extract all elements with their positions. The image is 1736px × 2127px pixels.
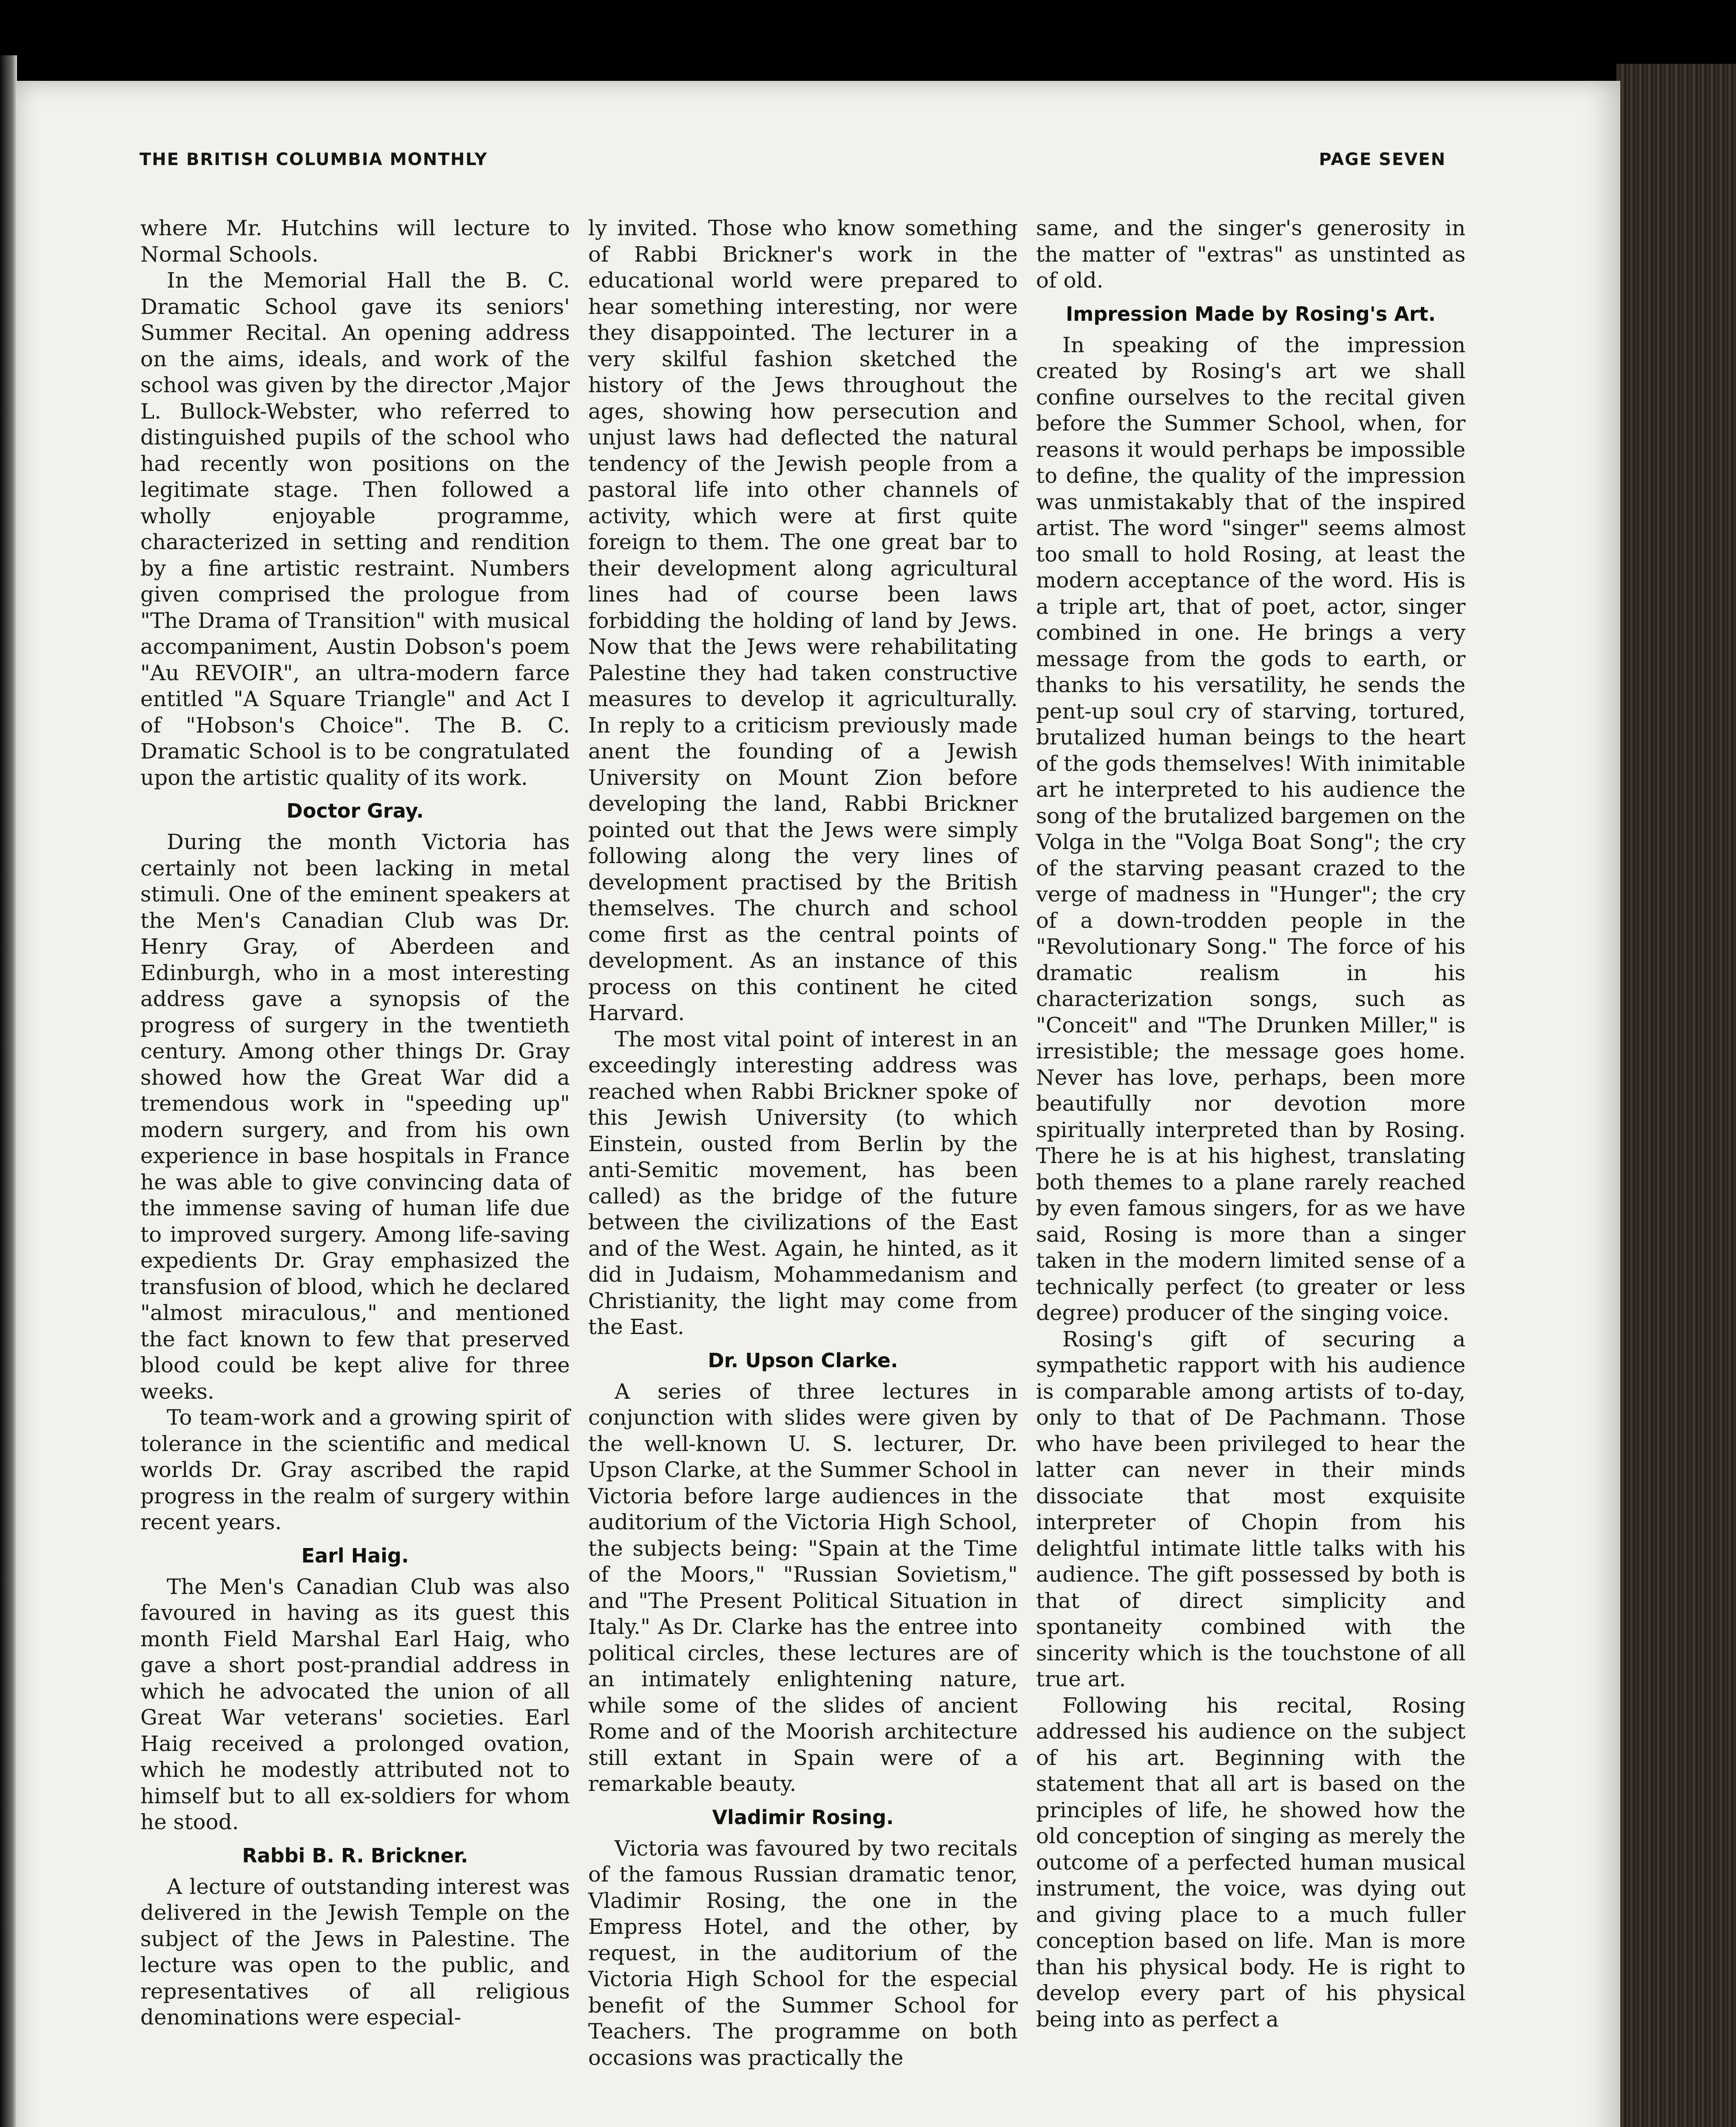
page-number: PAGE SEVEN [1319, 150, 1446, 169]
paragraph: where Mr. Hutchins will lecture to Normal Schools. [140, 216, 570, 267]
magazine-page [16, 81, 1620, 2127]
text-column-2 [588, 215, 1018, 2071]
text-column-1 [140, 215, 570, 2031]
paragraph: A series of three lectures in conjunction with slides were given by the well-known U. S. lecturer, Dr. Upson Clarke, at the Summer School in Victoria before large audiences in the auditorium of the Victoria High School, the subjects being: "Spain at the Time of the Moors," "Russian Sovietism," and "The Present Political Situation in Italy." As Dr. Clarke has the entree into political circles, these lectures are of an intimately enlightening nature, while some of the slides of ancient Rome and of the Moorish architecture still extant in Spain were of a remarkable beauty. [588, 1379, 1018, 1796]
section-heading-vladimir-rosing: Vladimir Rosing. [712, 1805, 894, 1829]
paragraph: A lecture of outstanding interest was delivered in the Jewish Temple on the subject of the Jews in Palestine. The lecture was open to the public, and representatives of all religious denominations were especial- [140, 1874, 570, 2030]
paragraph: The Men's Canadian Club was also favoured in having as its guest this month Field Marshal Earl Haig, who gave a short post-prandial address in which he advocated the union of all Great War veterans' societies. Earl Haig received a prolonged ovation, which he modestly attributed not to himself but to all ex-soldiers for whom he stood. [140, 1574, 570, 1834]
section-heading-rabbi-brickner: Rabbi B. R. Brickner. [242, 1844, 468, 1867]
book-page-edges [1616, 64, 1736, 2127]
running-header [139, 150, 1446, 180]
paragraph: In speaking of the impression created by Rosing's art we shall confine ourselves to the recital given before the Summer School, when, for reasons it would perhaps be impossible to define, the quality of the impression was unmistakably that of the inspired artist. The word "singer" seems almost too small to hold Rosing, at least the modern acceptance of the word. His is a triple art, that of poet, actor, singer combined in one. He brings a very message from the gods to earth, or thanks to his versatility, he sends the pent-up soul cry of starving, tortured, brutalized human beings to the heart of the gods themselves! With inimitable art he interpreted to his audience the song of the brutalized bargemen on the Volga in the "Volga Boat Song"; the cry of the starving peasant crazed to the verge of madness in "Hunger"; the cry of a down-trodden people in the "Revolutionary Song." The force of his dramatic realism in his characterization songs, such as "Conceit" and "The Drunken Miller," is irresistible; the message goes home. Never has love, perhaps, been more beautifully nor devotion more spiritually interpreted than by Rosing. There he is at his highest, translating both themes to a plane rarely reached by even famous singers, for as we have said, Rosing is more than a singer taken in the modern limited sense of a technically perfect (to greater or less degree) producer of the singing voice. [1036, 332, 1466, 1325]
book-left-edge [0, 55, 17, 2127]
section-heading-impression: Impression Made by Rosing's Art. [1066, 302, 1436, 325]
paragraph: Rosing's gift of securing a sympathetic rapport with his audience is comparable among artists of to-day, only to that of De Pachmann. Those who have been privileged to hear the latter can never in their minds dissociate that most exquisite interpreter of Chopin from his delightful intimate little talks with his audience. The gift possessed by both is that of direct simplicity and spontaneity combined with the sincerity which is the touchstone of all true art. [1036, 1326, 1466, 1691]
section-heading-earl-haig: Earl Haig. [301, 1544, 409, 1567]
journal-title: THE BRITISH COLUMBIA MONTHLY [139, 150, 488, 169]
paragraph: During the month Victoria has certainly not been lacking in metal stimuli. One of the eminent speakers at the Men's Canadian Club was Dr. Henry Gray, of Aberdeen and Edinburgh, who in a most interesting address gave a synopsis of the progress of surgery in the twentieth century. Among other things Dr. Gray showed how the Great War did a tremendous work in "speeding up" modern surgery, and from his own experience in base hospitals in France he was able to give convincing data of the immense saving of human life due to improved surgery. Among life-saving expedients Dr. Gray emphasized the transfusion of blood, which he declared "almost miraculous," and mentioned the fact known to few that preserved blood could be kept alive for three weeks. [140, 830, 570, 1404]
section-heading-upson-clarke: Dr. Upson Clarke. [708, 1349, 898, 1372]
paragraph: To team-work and a growing spirit of tolerance in the scientific and medical worlds Dr. Gray ascribed the rapid progress in the realm of surgery within recent years. [140, 1405, 570, 1534]
paragraph: same, and the singer's generosity in the matter of "extras" as unstinted as of old. [1036, 216, 1466, 293]
paragraph: In the Memorial Hall the B. C. Dramatic School gave its seniors' Summer Recital. An opening address on the aims, ideals, and work of the school was given by the director ,Major L. Bullock-Webster, who referred to distinguished pupils of the school who had recently won positions on the legitimate stage. Then followed a wholly enjoyable programme, characterized in setting and rendition by a fine artistic restraint. Numbers given comprised the prologue from "The Drama of Transition" with musical accompaniment, Austin Dobson's poem "Au REVOIR", an ultra-modern farce entitled "A Square Triangle" and Act I of "Hobson's Choice". The B. C. Dramatic School is to be congratulated upon the artistic quality of its work. [140, 268, 570, 790]
paragraph: Following his recital, Rosing addressed his audience on the subject of his art. Beginning with the statement that all art is based on the principles of life, he showed how the old conception of singing as merely the outcome of a perfected human musical instrument, the voice, was dying out and giving place to a much fuller conception based on life. Man is more than his physical body. He is right to develop every part of his physical being into as perfect a [1036, 1693, 1466, 2032]
paragraph: ly invited. Those who know something of Rabbi Brickner's work in the educational world were prepared to hear something interesting, nor were they disappointed. The lecturer in a very skilful fashion sketched the history of the Jews throughout the ages, showing how persecution and unjust laws had deflected the natural tendency of the Jewish people from a pastoral life into other channels of activity, which were at first quite foreign to them. The one great bar to their development along agricultural lines had of course been laws forbidding the holding of land by Jews. Now that the Jews were rehabilitating Palestine they had taken constructive measures to develop it agriculturally. In reply to a criticism previously made anent the founding of a Jewish University on Mount Zion before developing the land, Rabbi Brickner pointed out that the Jews were simply following along the very lines of development practised by the British themselves. The church and school come first as the central points of development. As an instance of this process on this continent he cited Harvard. [588, 216, 1018, 1025]
paragraph: The most vital point of interest in an exceedingly interesting address was reached when Rabbi Brickner spoke of this Jewish University (to which Einstein, ousted from Berlin by the anti-Semitic movement, has been called) as the bridge of the future between the civilizations of the East and of the West. Again, he hinted, as it did in Judaism, Mohammedanism and Christianity, the light may come from the East. [588, 1026, 1018, 1339]
paragraph: Victoria was favoured by two recitals of the famous Russian dramatic tenor, Vladimir Rosing, the one in the Empress Hotel, and the other, by request, in the auditorium of the Victoria High School for the especial benefit of the Summer School for Teachers. The programme on both occasions was practically the [588, 1836, 1018, 2070]
section-heading-doctor-gray: Doctor Gray. [286, 799, 424, 822]
text-column-3 [1036, 215, 1466, 2033]
